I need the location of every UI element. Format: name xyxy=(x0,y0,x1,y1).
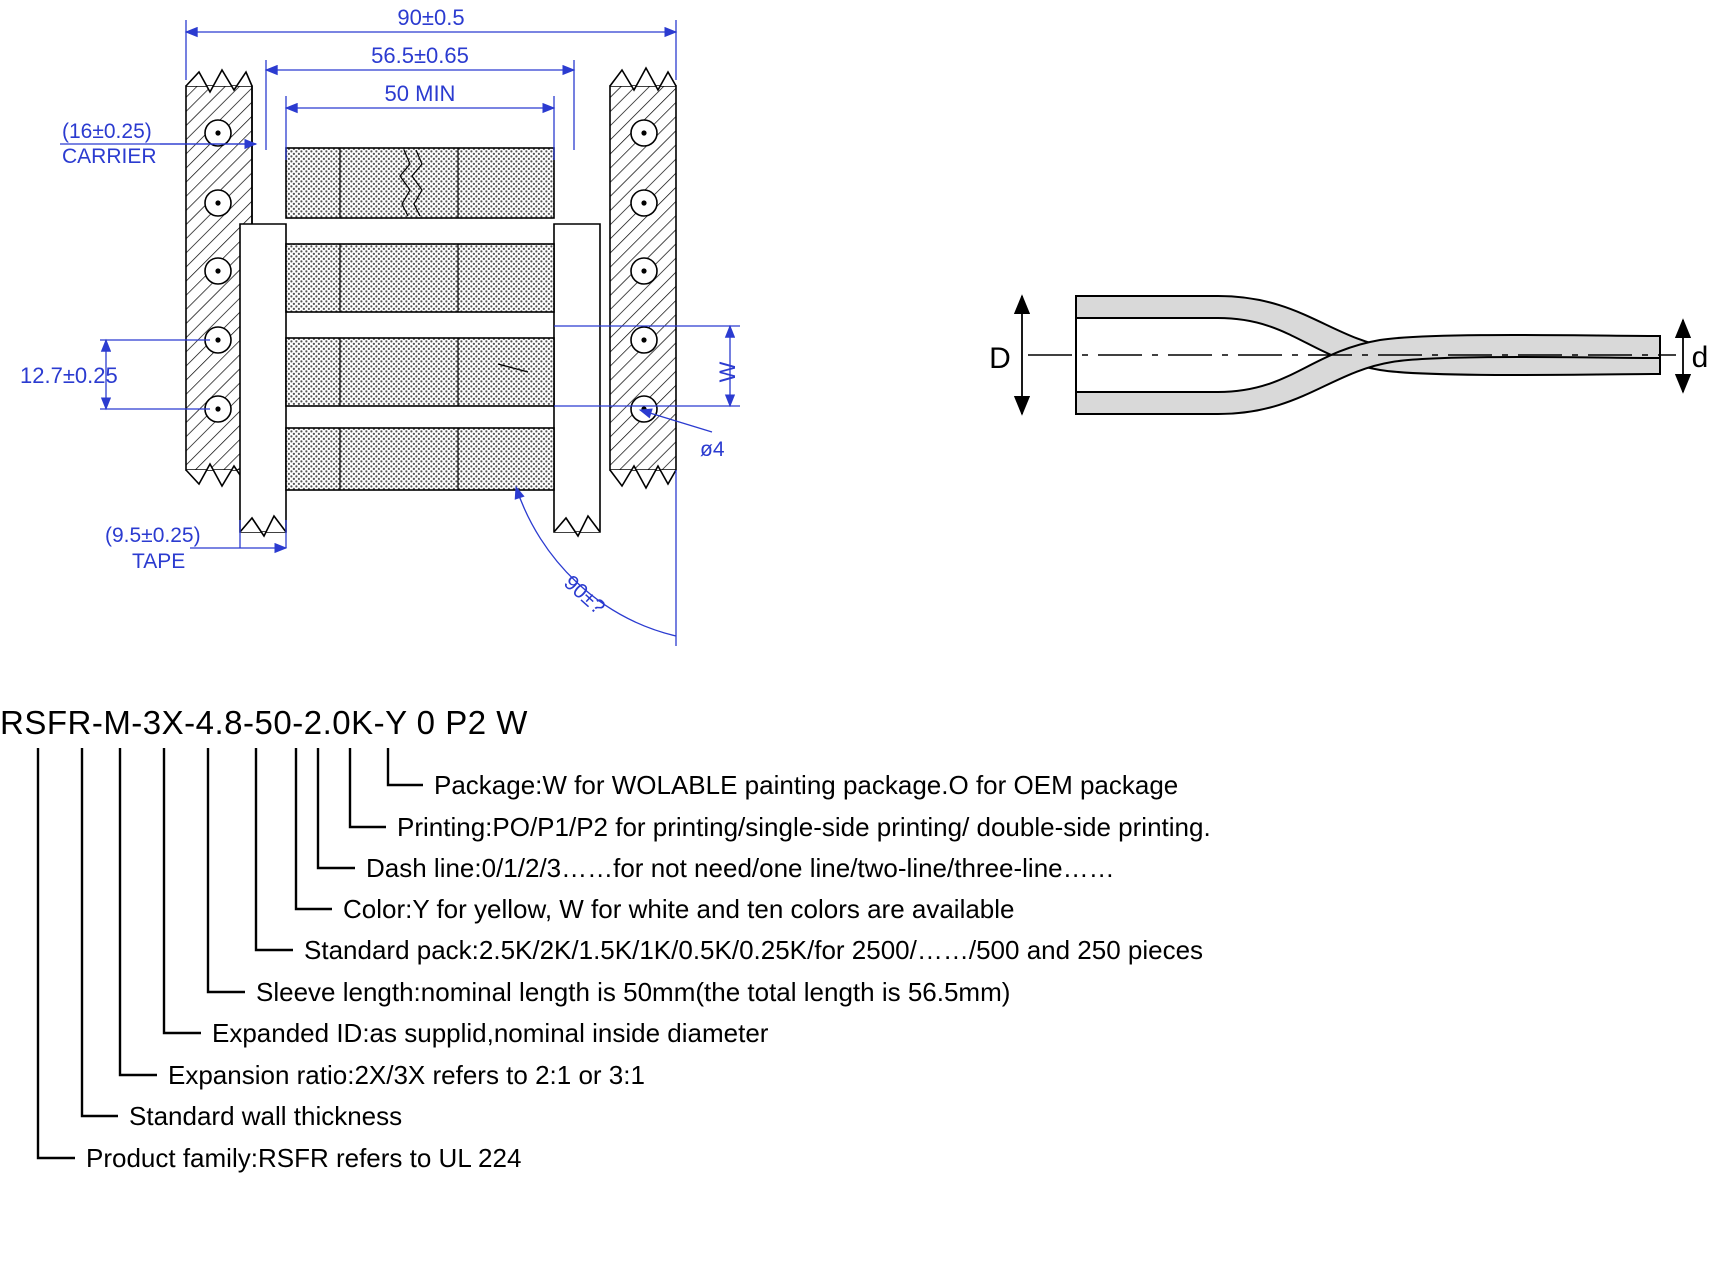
dim-pocket-width-label: W xyxy=(715,361,740,383)
legend-item-color: Color:Y for yellow, W for white and ten colors are available xyxy=(343,894,1015,924)
dim-tape-value: (9.5±0.25) xyxy=(105,524,201,547)
dim-angle-label: 90±? xyxy=(559,571,610,620)
legend-item-product-family: Product family:RSFR refers to UL 224 xyxy=(86,1143,522,1173)
dim-carrier-name: CARRIER xyxy=(62,145,157,168)
legend-item-standard-pack: Standard pack:2.5K/2K/1.5K/1K/0.5K/0.25K/for 2500/……/500 and 250 pieces xyxy=(304,935,1204,965)
legend-item-expansion-ratio: Expansion ratio:2X/3X refers to 2:1 or 3:1 xyxy=(168,1060,645,1090)
shrink-profile-view xyxy=(989,296,1708,414)
legend-item-dash-line: Dash line:0/1/2/3……for not need/one line/two-line/three-line…… xyxy=(366,853,1115,883)
dim-recovered-diameter xyxy=(1683,320,1708,392)
part-number-text: RSFR-M-3X-4.8-50-2.0K-Y 0 P2 W xyxy=(0,704,528,741)
dim-tape-name: TAPE xyxy=(132,550,186,573)
part-number-breakdown xyxy=(0,704,1211,1173)
sleeve-pockets xyxy=(286,148,554,490)
dim-hole-pitch-label: 12.7±0.25 xyxy=(20,363,118,388)
legend-item-printing: Printing:PO/P1/P2 for printing/single-side printing/ double-side printing. xyxy=(397,812,1211,842)
dim-recovered-diameter-label: d xyxy=(1691,341,1709,374)
tape-carrier-view xyxy=(20,5,740,646)
dim-min-length-label: 50 MIN xyxy=(384,81,456,106)
dim-hole-diameter-label: ø4 xyxy=(700,438,725,461)
legend-item-expanded-id: Expanded ID:as supplid,nominal inside diameter xyxy=(212,1018,769,1048)
dim-expanded-diameter xyxy=(989,296,1022,414)
dim-overall-width-label: 90±0.5 xyxy=(397,5,465,30)
dim-hole-pitch xyxy=(20,340,210,409)
dim-pocket-pitch-label: 56.5±0.65 xyxy=(371,43,469,68)
dim-carrier-value: (16±0.25) xyxy=(62,120,152,143)
legend-item-wall-thickness: Standard wall thickness xyxy=(129,1101,403,1131)
dim-expanded-diameter-label: D xyxy=(989,342,1011,375)
legend-item-package: Package:W for WOLABLE painting package.O for OEM package xyxy=(434,770,1179,800)
legend-item-sleeve-length: Sleeve length:nominal length is 50mm(the total length is 56.5mm) xyxy=(256,977,1011,1007)
